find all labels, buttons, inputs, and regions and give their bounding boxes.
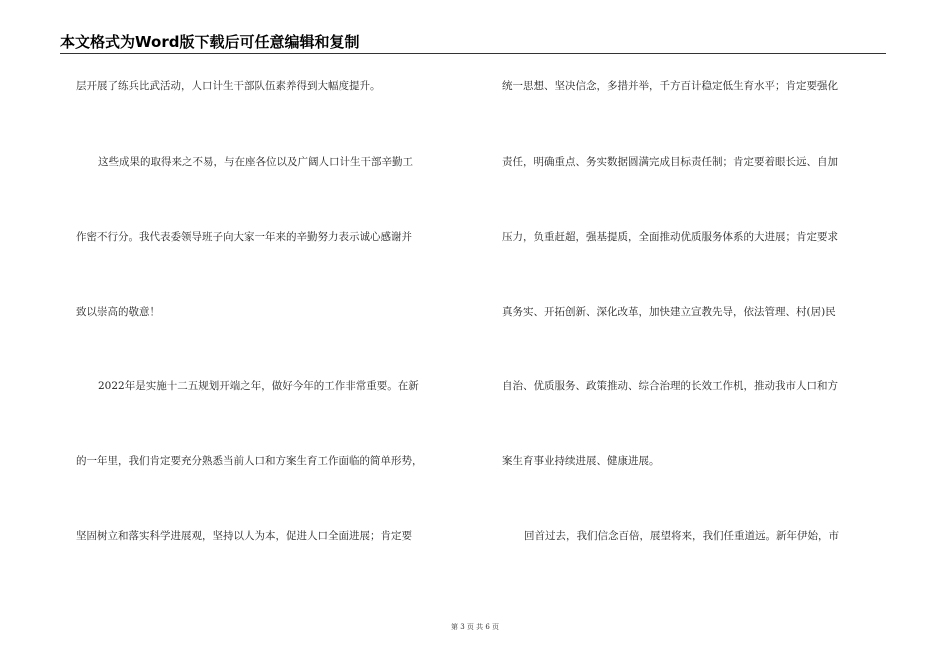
page-header	[60, 33, 886, 54]
text-line: 层开展了练兵比武活动，人口计生干部队伍素养得到大幅度提升。	[76, 80, 381, 92]
text-line: 压力，负重赶超，强基提质，全面推动优质服务体系的大进展；肯定要求	[502, 231, 838, 243]
text-line: 统一思想、坚决信念，多措并举，千方百计稳定低生育水平；肯定要强化	[502, 80, 838, 92]
page-number: 第 3 页 共 6 页	[450, 623, 500, 631]
header-title: 本文格式为Word版下载后可任意编辑和复制	[60, 33, 360, 51]
text-line: 致以崇高的敬意！	[76, 306, 160, 318]
text-line: 2022年是实施十二五规划开端之年，做好今年的工作非常重要。在新	[98, 380, 419, 392]
text-line: 这些成果的取得来之不易，与在座各位以及广阔人口计生干部辛勤工	[98, 156, 413, 168]
text-line: 责任，明确重点、务实数据圆满完成目标责任制；肯定要着眼长远、自加	[502, 156, 838, 168]
text-line: 真务实、开拓创新、深化改革，加快建立宣教先导，依法管理、村(居)民	[502, 306, 836, 318]
text-line: 作密不行分。我代表委领导班子向大家一年来的辛勤努力表示诚心感谢并	[76, 231, 412, 243]
text-line: 回首过去，我们信念百倍，展望将来，我们任重道远。新年伊始，市	[524, 530, 839, 542]
text-line: 自治、优质服务、政策推动、综合治理的长效工作机，推动我市人口和方	[502, 380, 838, 392]
text-line: 坚固树立和落实科学进展观，坚持以人为本，促进人口全面进展；肯定要	[76, 530, 412, 542]
text-line: 的一年里，我们肯定要充分熟悉当前人口和方案生育工作面临的简单形势，	[76, 455, 423, 467]
text-line: 案生育事业持续进展、健康进展。	[502, 455, 660, 467]
